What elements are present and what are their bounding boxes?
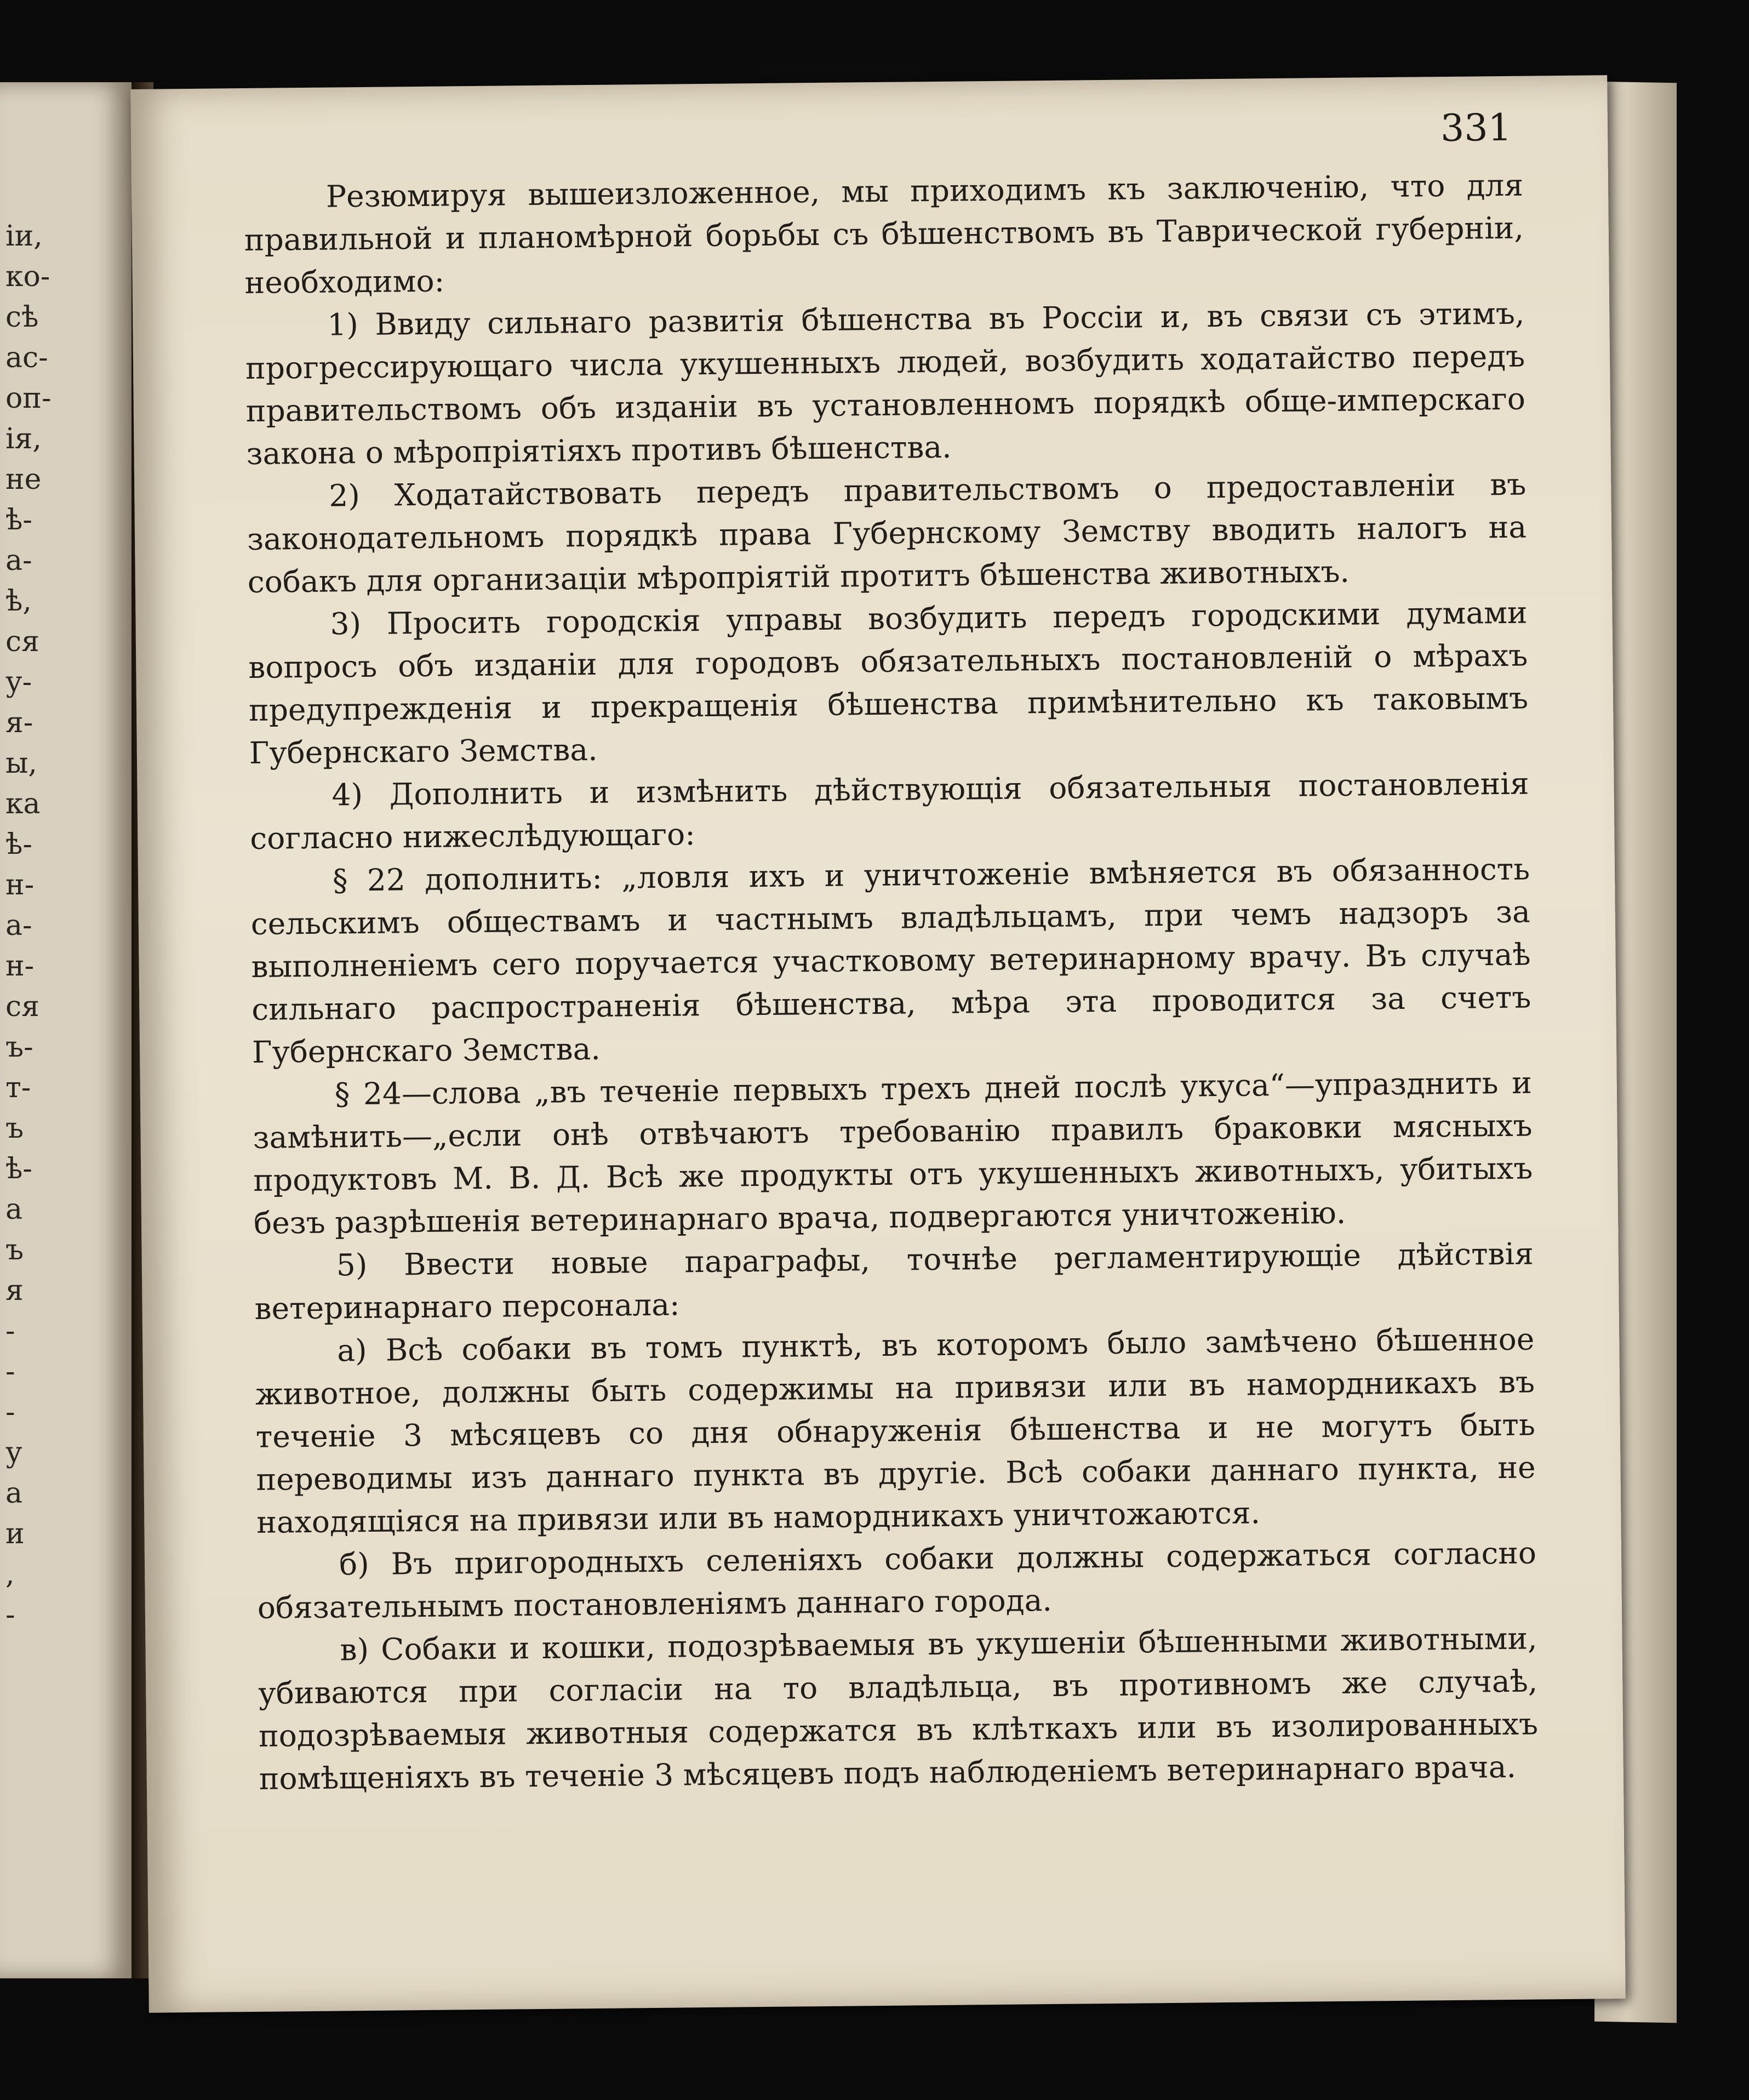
left-page-fragment: - — [5, 1315, 15, 1348]
paragraph-1: 1) Ввиду сильнаго развитiя бѣшенства въ Россiи и, въ связи съ этимъ, прогрессирующаго числа укушенныхъ людей, возбудить ходатайство передъ правительствомъ объ изданiи въ установленномъ порядкѣ обще-имперскаго закона о мѣропрiятiяхъ противъ бѣшенства. — [245, 295, 1526, 472]
paragraph-intro: Резюмируя вышеизложенное, мы приходимъ къ заключенiю, что для правильной и планомѣрной борьбы съ бѣшенствомъ въ Таврической губернiи, необходимо: — [244, 167, 1524, 301]
paragraph-5a: а) Всѣ собаки въ томъ пунктѣ, въ которомъ было замѣчено бѣшенное животное, должны быть содержимы на привязи или въ намордникахъ въ теченiе 3 мѣсяцевъ со дня обнаруженiя бѣшенства и не могутъ быть переводимы изъ даннаго пункта въ другiе. Всѣ собаки даннаго пункта, не находящiяся на привязи или въ намордникахъ уничтожаются. — [255, 1321, 1536, 1540]
paragraph-3: 3) Просить городскiя управы возбудить передъ городскими думами вопросъ объ изданiи для городовъ обязательныхъ постановленiй о мѣрахъ предупрежденiя и прекращенiя бѣшенства примѣнительно къ таковымъ Губернскаго Земства. — [248, 595, 1529, 771]
left-page-fragment: н- — [5, 869, 35, 901]
left-page-fragment: ъ — [5, 1234, 24, 1266]
left-page-fragment: - — [5, 1355, 15, 1388]
left-page-fragment: а — [5, 1193, 23, 1226]
left-page-fragment: оп- — [5, 382, 52, 415]
left-page-fragment: я- — [5, 706, 33, 739]
paragraph-4: 4) Дополнить и измѣнить дѣйствующiя обязательныя постановленiя согласно нижеслѣдующаго: — [250, 766, 1529, 856]
left-page-fragment: ѣ- — [5, 504, 32, 537]
left-page-fragment: ся — [5, 625, 39, 658]
left-page-fragment: , — [5, 1558, 15, 1591]
left-page-fragment: а- — [5, 909, 32, 942]
left-page-fragment: и — [5, 1517, 25, 1550]
text-block — [244, 164, 1539, 1800]
paragraph-5: 5) Ввести новые параграфы, точнѣе регламентирующiе дѣйствiя ветеринарнаго персонала: — [254, 1236, 1534, 1326]
left-page-fragment: ка — [5, 787, 41, 820]
left-page-fragment: ас- — [5, 341, 48, 374]
paragraph-section-22: § 22 дополнить: „ловля ихъ и уничтоженiе вмѣняется въ обязанность сельскимъ обществамъ и частнымъ владѣльцамъ, при чемъ надзоръ за выполненiемъ сего поручается участковому ветеринарному врачу. Въ случаѣ сильнаго распространенiя бѣшенства, мѣра эта проводится за счетъ Губернскаго Земства. — [250, 851, 1531, 1070]
book-page — [130, 75, 1626, 2013]
left-page-fragment: т- — [5, 1071, 31, 1104]
left-page-fragment: ѣ, — [5, 585, 32, 618]
left-page-fragment: ъ- — [5, 1031, 33, 1064]
left-page-fragment: а- — [5, 544, 32, 577]
paragraph-section-24: § 24—слова „въ теченiе первыхъ трехъ дней послѣ укуса“—упразднить и замѣнить—„если онѣ отвѣчаютъ требованiю правилъ браковки мясныхъ продуктовъ М. В. Д. Всѣ же продукты отъ укушенныхъ животныхъ, убитыхъ безъ разрѣшенiя ветеринарнаго врача, подвергаются уничтоженiю. — [253, 1065, 1533, 1241]
left-page-fragment: я — [5, 1274, 24, 1307]
left-page-fragment: ѣ- — [5, 1152, 32, 1185]
left-page-fragment: ы, — [5, 747, 37, 780]
left-page-edge — [0, 82, 135, 1978]
left-page-fragment: н- — [5, 950, 35, 983]
left-page-fragment: не — [5, 463, 42, 496]
left-page-fragment: а — [5, 1477, 23, 1510]
left-page-fragment: ко- — [5, 260, 50, 293]
left-page-fragment: сѣ — [5, 301, 39, 334]
page-number: 331 — [1440, 106, 1512, 151]
left-page-fragment: ѣ- — [5, 828, 32, 861]
paragraph-5c: в) Собаки и кошки, подозрѣваемыя въ укушенiи бѣшенными животными, убиваются при согласiи на то владѣльца, въ противномъ же случаѣ, подозрѣваемыя животныя содержатся въ клѣткахъ или въ изолированныхъ помѣщенiяхъ въ теченiе 3 мѣсяцевъ подъ наблюденiемъ ветеринарнаго врача. — [258, 1620, 1539, 1796]
left-page-fragment: ся — [5, 990, 39, 1023]
left-page-fragment: у- — [5, 666, 32, 699]
left-page-fragment: у — [5, 1436, 22, 1469]
left-page-fragment: iя, — [5, 423, 42, 455]
left-page-fragment: iи, — [5, 220, 43, 253]
left-page-fragment: ъ — [5, 1112, 24, 1145]
left-page-fragment: - — [5, 1396, 15, 1429]
paragraph-2: 2) Ходатайствовать передъ правительствомъ о предоставленiи въ законодательномъ порядкѣ права Губернскому Земству вводить налогъ на собакъ для организацiи мѣропрiятiй протитъ бѣшенства животныхъ. — [247, 466, 1527, 600]
paragraph-5b: б) Въ пригородныхъ селенiяхъ собаки должны содержаться согласно обязательнымъ постановленiямъ даннаго города. — [257, 1535, 1537, 1625]
left-page-fragment: - — [5, 1599, 15, 1631]
